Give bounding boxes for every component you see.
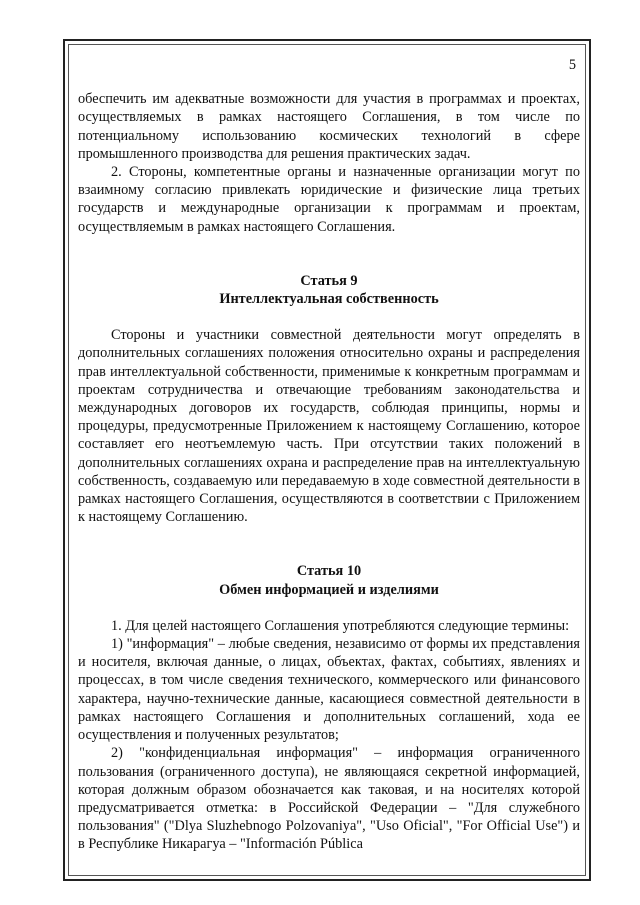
article-10-title: Обмен информацией и изделиями [219, 581, 439, 598]
article-9-title: Интеллектуальная собственность [219, 291, 439, 308]
article-10-term-2: 2) "конфиденциальная информация" – информация ограниченного пользования (ограниченного доступа), не являющаяся секретной информацией, которая должным образом обозначается как таковая, и на носителях которой предусматривается отметка: в Российской Федерации – "Для служебного пользования" ("Dlya Sluzhebnogo Polzovaniya", "Uso Oficial", "For Official Use") и в Республике Никарагуа – "Información Pública [78, 745, 580, 853]
document-body [78, 56, 580, 854]
article-10-term-1: 1) "информация" – любые сведения, независимо от формы их представления и носителя, включая данные, о лицах, объектах, фактах, событиях, явлениях и процессах, в том числе сведения технического, коммерческого или финансового характера, научно-технические данные, касающиеся совместной деятельности в рамках настоящего Соглашения и дополнительных соглашений, хода ее осуществления и полученных результатов; [78, 636, 580, 744]
page-number: 5 [568, 57, 576, 73]
paragraph-continuation: обеспечить им адекватные возможности для участия в программах и проектах, осуществляемых в рамках настоящего Соглашения, в том числе по потенциальному использованию космических технологий в сфере промышленного производства для решения практических задач. [78, 91, 580, 162]
article-10-paragraph-1: 1. Для целей настоящего Соглашения употребляются следующие термины: [111, 617, 570, 634]
article-9-number: Статья 9 [300, 272, 358, 289]
article-10-number: Статья 10 [296, 563, 362, 580]
paragraph-clause-2: 2. Стороны, компетентные органы и назначенные организации могут по взаимному согласию привлекать юридические и физические лица третьих государств и международные организации к программам и проектам, осуществляемым в рамках настоящего Соглашения. [78, 164, 580, 235]
article-9-text: Стороны и участники совместной деятельности могут определять в дополнительных соглашениях положения относительно охраны и распределения прав интеллектуальной собственности, применимые к конкретным программам и проектам сотрудничества и отвечающие требованиям законодательства и международных договоров их государств, соблюдая принципы, нормы и процедуры, предусмотренные Приложением к настоящему Соглашению, которое составляет его неотъемлемую часть. При отсутствии таких положений в дополнительных соглашениях охрана и распределение прав на интеллектуальную собственность, создаваемую или передаваемую в ходе совместной деятельности в рамках настоящего Соглашения, осуществляются в соответствии с Приложением к настоящему Соглашению. [78, 327, 580, 526]
